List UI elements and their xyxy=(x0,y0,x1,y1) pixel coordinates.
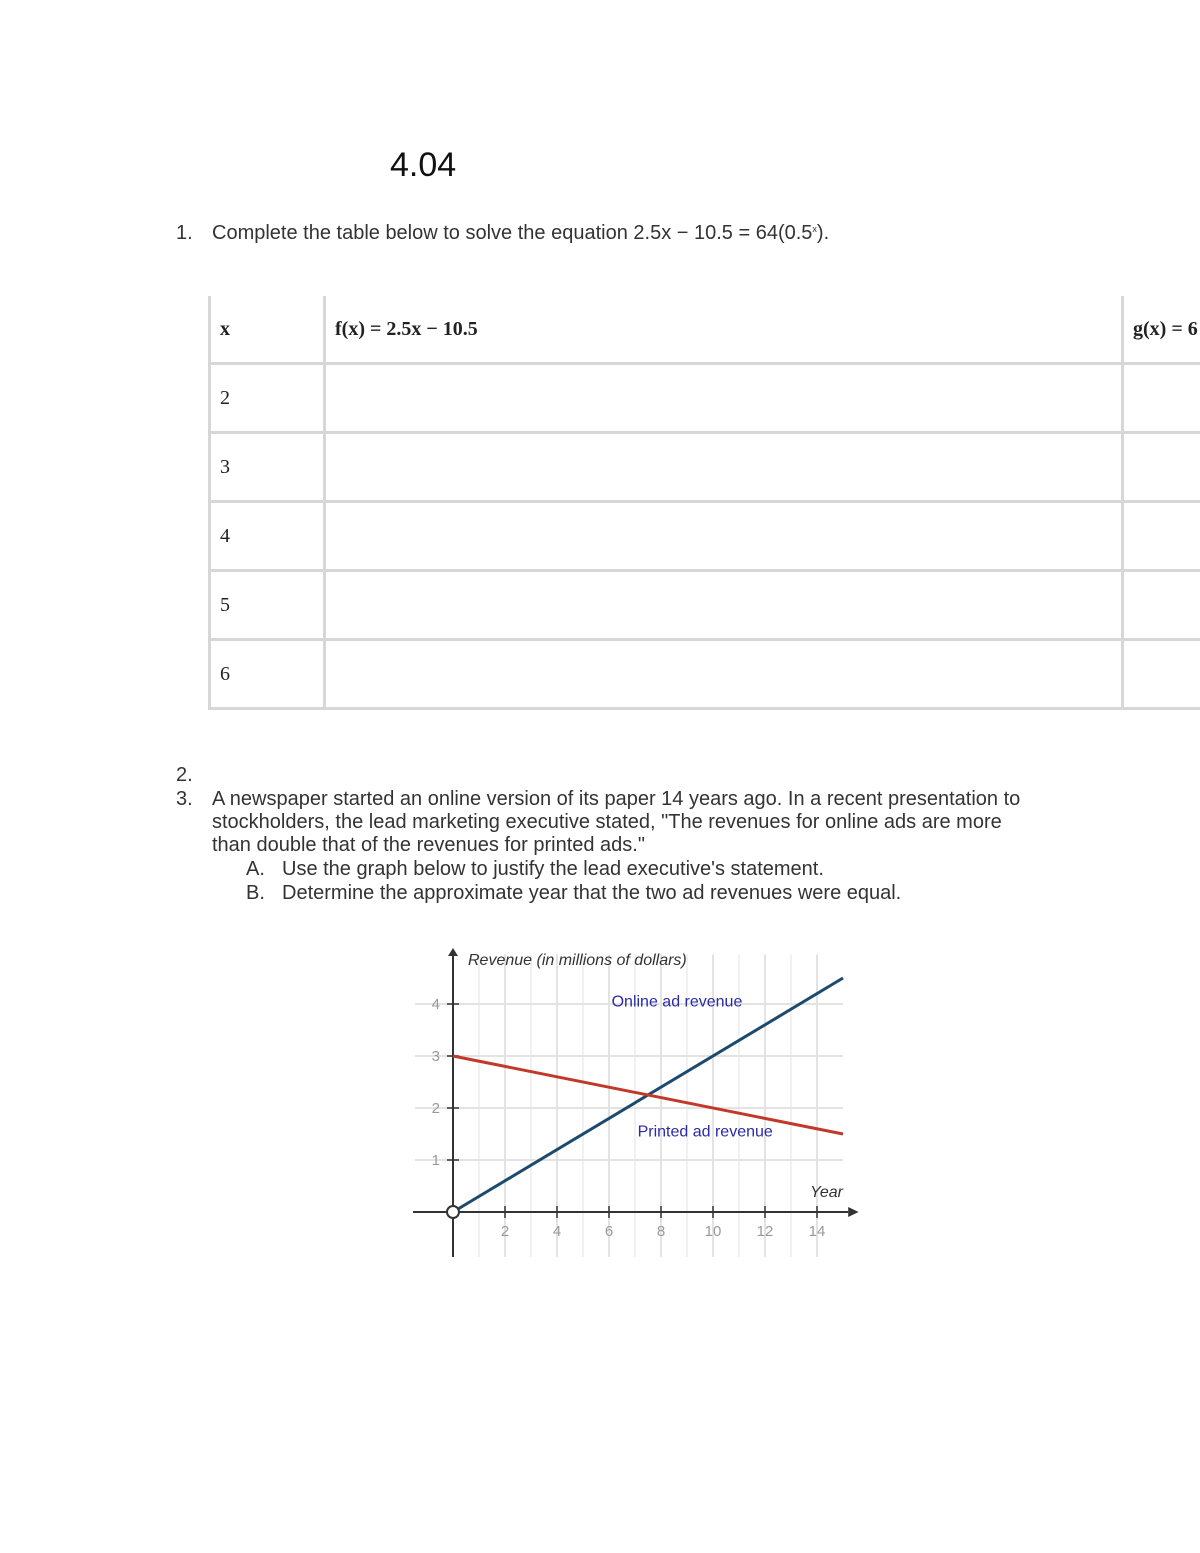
cell-x: 3 xyxy=(210,433,325,502)
header-g: g(x) = 6 xyxy=(1123,296,1200,364)
cell-x: 2 xyxy=(210,364,325,433)
x-axis-arrow xyxy=(848,1207,858,1217)
table-row xyxy=(210,364,1200,433)
y-tick-label: 1 xyxy=(431,1152,440,1169)
header-f: f(x) = 2.5x − 10.5 xyxy=(325,296,1123,364)
table-row xyxy=(210,571,1200,640)
y-tick-label: 4 xyxy=(431,996,440,1013)
x-tick-label: 4 xyxy=(552,1223,562,1240)
x-tick-label: 14 xyxy=(808,1223,826,1240)
sub-question-a-letter: A. xyxy=(246,858,265,880)
cell-f[interactable] xyxy=(325,364,1123,433)
table-row xyxy=(210,502,1200,571)
table-row xyxy=(210,640,1200,709)
y-tick-label: 3 xyxy=(431,1048,440,1065)
question-1-exponent: x xyxy=(812,224,817,234)
revenue-chart xyxy=(400,940,870,1265)
cell-g[interactable] xyxy=(1123,640,1200,709)
table-row xyxy=(210,433,1200,502)
question-1-number: 1. xyxy=(176,222,193,244)
header-x: x xyxy=(210,296,325,364)
table-header-row xyxy=(210,296,1200,364)
question-2-number: 2. xyxy=(176,764,193,786)
series-label-printed: Printed ad revenue xyxy=(637,1123,773,1141)
cell-g[interactable] xyxy=(1123,364,1200,433)
y-axis-arrow xyxy=(448,948,458,956)
sub-question-b-text: Determine the approximate year that the two ad revenues were equal. xyxy=(282,882,902,904)
y-axis-title: Revenue (in millions of dollars) xyxy=(468,952,687,969)
question-3-number: 3. xyxy=(176,788,193,810)
question-3-line: A newspaper started an online version of its paper 14 years ago. In a recent presentation to xyxy=(212,788,1021,810)
series-label-online: Online ad revenue xyxy=(611,993,743,1011)
question-1-text-main: Complete the table below to solve the equation 2.5x − 10.5 = 64(0.5 xyxy=(212,222,813,244)
cell-f[interactable] xyxy=(325,640,1123,709)
x-tick-label: 12 xyxy=(756,1223,774,1240)
cell-f[interactable] xyxy=(325,502,1123,571)
cell-x: 6 xyxy=(210,640,325,709)
chart-series xyxy=(447,978,843,1218)
cell-f[interactable] xyxy=(325,571,1123,640)
cell-f[interactable] xyxy=(325,433,1123,502)
question-3-line: stockholders, the lead marketing executive stated, "The revenues for online ads are more xyxy=(212,811,1002,833)
y-tick-label: 2 xyxy=(431,1100,440,1117)
solve-table xyxy=(208,296,1200,710)
chart-labels xyxy=(468,952,844,1201)
x-axis-title: Year xyxy=(810,1184,843,1201)
page-title: 4.04 xyxy=(390,146,457,184)
sub-question-b-letter: B. xyxy=(246,882,265,904)
cell-g[interactable] xyxy=(1123,571,1200,640)
question-1-text-end: ). xyxy=(816,222,830,244)
cell-g[interactable] xyxy=(1123,502,1200,571)
x-tick-label: 8 xyxy=(656,1223,666,1240)
sub-question-a-text: Use the graph below to justify the lead executive's statement. xyxy=(282,858,824,880)
x-tick-label: 10 xyxy=(704,1223,722,1240)
question-3-line: than double that of the revenues for printed ads." xyxy=(212,834,645,856)
printed-revenue-line xyxy=(453,1056,843,1134)
cell-g[interactable] xyxy=(1123,433,1200,502)
origin-point xyxy=(447,1206,459,1218)
x-tick-label: 2 xyxy=(500,1223,510,1240)
question-1-text xyxy=(212,222,829,245)
x-tick-label: 6 xyxy=(604,1223,614,1240)
cell-x: 4 xyxy=(210,502,325,571)
cell-x: 5 xyxy=(210,571,325,640)
